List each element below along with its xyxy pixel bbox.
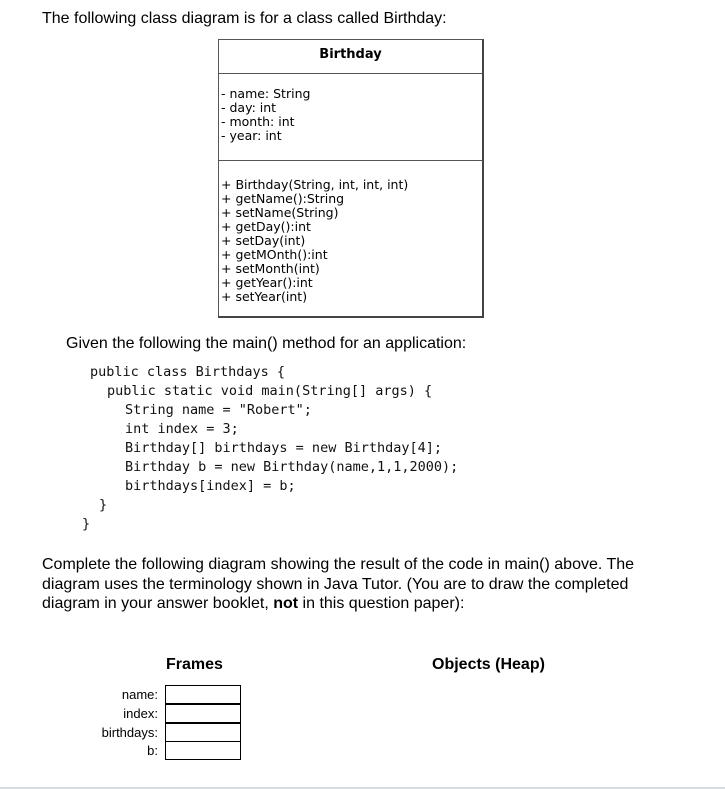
uml-method: + setYear(int) bbox=[221, 289, 308, 304]
uml-attribute: - month: int bbox=[221, 114, 295, 129]
frames-heading: Frames bbox=[166, 656, 223, 673]
variable-label-birthdays: birthdays: bbox=[101, 725, 158, 740]
uml-methods-section bbox=[219, 178, 408, 304]
instructions-emphasis: not bbox=[273, 595, 299, 612]
uml-method: + getName():String bbox=[221, 191, 345, 206]
variable-box-birthdays bbox=[165, 723, 241, 742]
variable-label-name: name: bbox=[121, 687, 158, 702]
code-line: public static void main(String[] args) { bbox=[107, 383, 433, 399]
code-line: birthdays[index] = b; bbox=[125, 478, 296, 494]
code-line: Birthday[] birthdays = new Birthday[4]; bbox=[125, 440, 442, 456]
variable-label-b: b: bbox=[147, 743, 158, 758]
uml-method: + setDay(int) bbox=[221, 233, 306, 248]
uml-class-name: Birthday bbox=[219, 40, 482, 74]
uml-method: + Birthday(String, int, int, int) bbox=[221, 177, 409, 192]
code-line: String name = "Robert"; bbox=[125, 402, 312, 418]
uml-attributes-section bbox=[219, 74, 482, 161]
variable-label-index: index: bbox=[123, 706, 158, 721]
variable-box-b bbox=[165, 741, 241, 760]
uml-attribute: - year: int bbox=[221, 128, 282, 143]
uml-method: + setName(String) bbox=[221, 205, 339, 220]
uml-method: + setMonth(int) bbox=[221, 261, 320, 276]
instructions-part: Complete the following diagram showing the result of the code in main() above. The diagram uses the terminology shown in Java Tutor. (You are to draw the completed diagram in your answer booklet, bbox=[42, 556, 635, 612]
code-line: } bbox=[99, 497, 108, 513]
uml-class-diagram bbox=[218, 39, 484, 318]
uml-method: + getDay():int bbox=[221, 219, 311, 234]
uml-method: + getYear():int bbox=[221, 275, 313, 290]
heap-heading: Objects (Heap) bbox=[432, 656, 545, 673]
variable-box-name bbox=[165, 685, 241, 704]
code-line: public class Birthdays { bbox=[90, 364, 286, 380]
variable-box-index bbox=[165, 704, 241, 723]
given-text: Given the following the main() method for an application: bbox=[66, 335, 467, 352]
instructions-text bbox=[42, 555, 682, 614]
uml-attribute: - day: int bbox=[221, 100, 277, 115]
uml-method: + getMOnth():int bbox=[221, 247, 328, 262]
uml-attribute: - name: String bbox=[221, 86, 311, 101]
intro-text: The following class diagram is for a class called Birthday: bbox=[42, 10, 447, 27]
code-line: int index = 3; bbox=[125, 421, 239, 437]
code-line: } bbox=[82, 516, 91, 532]
code-line: Birthday b = new Birthday(name,1,1,2000); bbox=[125, 459, 459, 475]
instructions-part: in this question paper): bbox=[298, 595, 465, 612]
